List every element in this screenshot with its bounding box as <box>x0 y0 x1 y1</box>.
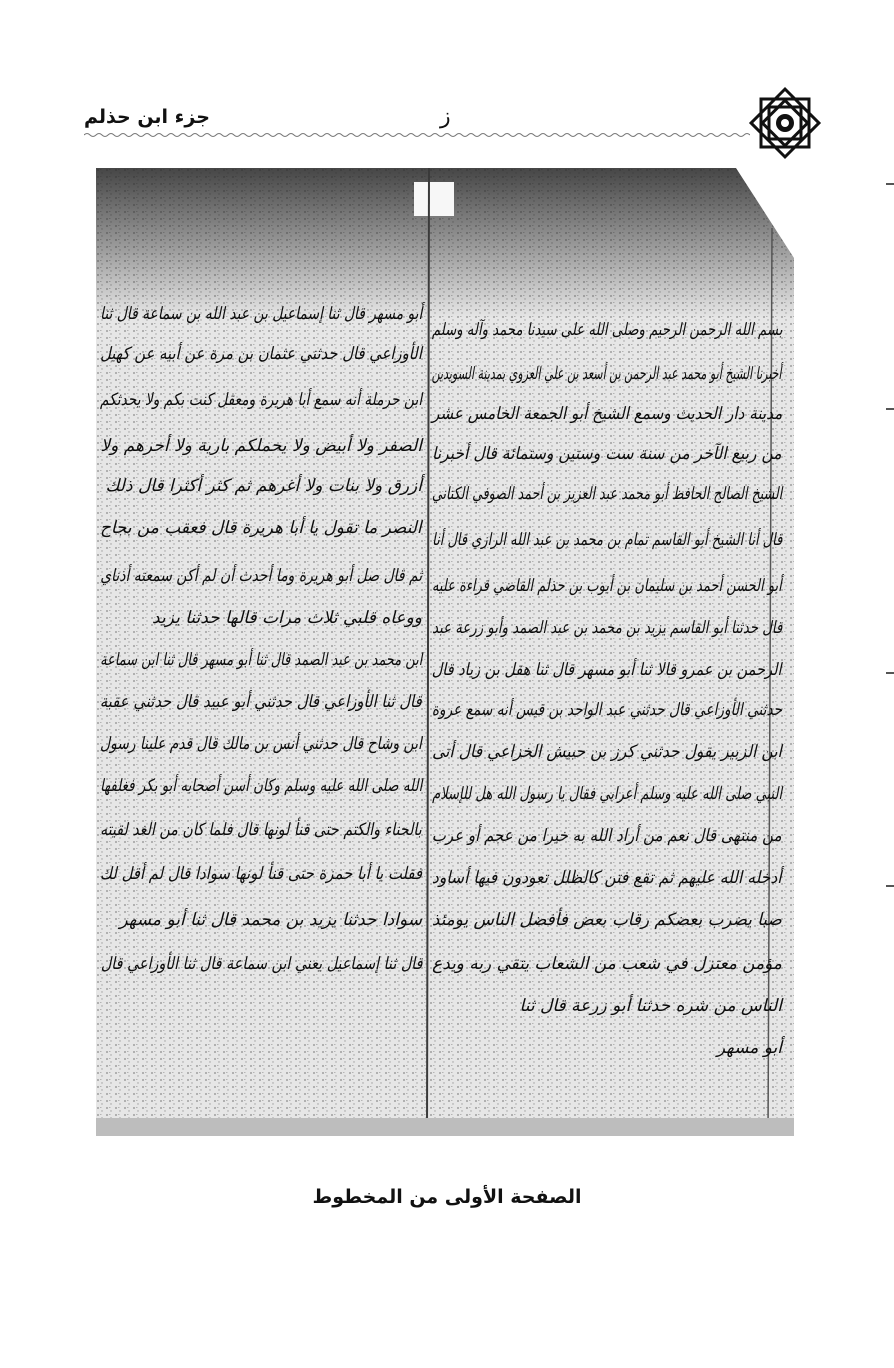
manuscript-line: الناس من شره حدثنا أبو زرعة قال ثنا <box>519 996 782 1016</box>
manuscript-line: أدخله الله عليهم ثم تقع فتن كالظلل تعودون فيها أساود <box>432 868 782 888</box>
manuscript-line: أبو مسهر <box>716 1038 782 1058</box>
manuscript-line: أزرق ولا بنات ولا أغرهم ثم كثر أكثرا قال ذلك <box>105 476 422 496</box>
figure-caption: الصفحة الأولى من المخطوط <box>312 1186 582 1208</box>
manuscript-line: أبو مسهر قال ثنا إسماعيل بن عبد الله بن سماعة قال ثنا <box>99 304 422 324</box>
manuscript-line: الشيخ الصالح الحافظ أبو محمد عبد العزيز بن أحمد الصوفي الكتاني <box>431 484 782 504</box>
manuscript-line: النصر ما تقول يا أبا هريرة قال فعقب من بجاح <box>100 518 422 538</box>
manuscript-scan <box>96 168 794 1136</box>
manuscript-line: الرحمن بن عمرو قالا ثنا أبو مسهر قال ثنا هقل بن زياد قال <box>432 660 782 680</box>
manuscript-right-column <box>432 168 782 1136</box>
manuscript-line: قال حدثنا أبو القاسم يزيد بن محمد بن عبد الصمد وأبو زرعة عبد <box>431 618 782 638</box>
manuscript-left-column <box>100 168 422 1136</box>
manuscript-line: ثم قال صل أبو هريرة وما أحدث أن لم أكن سمعته أذناي <box>100 566 422 586</box>
manuscript-line: صبا يضرب بعضكم رقاب بعض فأفضل الناس يومئذ <box>432 910 782 930</box>
manuscript-line: بسم الله الرحمن الرحيم وصلى الله على سيدنا محمد وآله وسلم <box>431 320 782 340</box>
page-header <box>0 80 894 160</box>
manuscript-line: فقلت يا أبا حمزة حتى قنأ لونها سوادا قال لم أقل لك <box>99 864 422 884</box>
manuscript-line: ووعاه قلبي ثلاث مرات قالها حدثنا يزيد <box>152 608 422 628</box>
manuscript-line: ابن حرملة أنه سمع أبا هريرة ومعقل كنت بكم ولا يحدثكم <box>99 390 422 410</box>
margin-mark <box>886 672 894 674</box>
octagram-ornament-icon <box>748 86 822 160</box>
page-number-letter: ز <box>440 104 451 129</box>
manuscript-line: ابن محمد بن عبد الصمد قال ثنا أبو مسهر قال ثنا ابن سماعة <box>99 650 422 670</box>
manuscript-line: قال ثنا الأوزاعي قال حدثني أبو عبيد قال حدثني عقبة <box>100 692 422 712</box>
margin-mark <box>886 183 894 185</box>
manuscript-line: بالحناء والكتم حتى قنأ لونها قال فلما كان من الغد لقيته <box>100 820 422 840</box>
manuscript-line: مدينة دار الحديث وسمع الشيخ أبو الجمعة الخامس عشر <box>431 404 782 424</box>
manuscript-line: من ربيع الآخر من سنة ست وستين وستمائة قال أخبرنا <box>432 444 782 464</box>
manuscript-line: الصفر ولا أبيض ولا يحملكم بارية ولا أحرهم ولا <box>100 436 422 456</box>
manuscript-line: الله صلى الله عليه وسلم وكان أسن أصحابه أبو بكر فغلفها <box>99 776 422 796</box>
margin-mark <box>886 885 894 887</box>
book-title: جزء ابن حذلم <box>84 106 210 128</box>
margin-mark <box>886 408 894 410</box>
header-wavy-rule <box>84 132 750 138</box>
manuscript-line: من منتهى قال نعم من أراد الله به خيرا من عجم أو عرب <box>432 826 782 846</box>
manuscript-line: مؤمن معتزل في شعب من الشعاب يتقي ربه ويدع <box>432 954 782 974</box>
manuscript-line: قال أنا الشيخ أبو القاسم تمام بن محمد بن عبد الله الرازي قال أنا <box>431 530 782 550</box>
manuscript-line: النبي صلى الله عليه وسلم أعرابي فقال يا رسول الله هل للإسلام <box>432 784 782 804</box>
manuscript-line: أخبرنا الشيخ أبو محمد عبد الرحمن بن أسعد بن علي العزوي بمدينة السويدين <box>432 364 782 384</box>
manuscript-line: الأوزاعي قال حدثني عثمان بن مرة عن أبيه عن كهيل <box>100 344 422 364</box>
manuscript-line: حدثني الأوزاعي قال حدثني عبد الواحد بن قيس أنه سمع عروة <box>431 700 782 720</box>
manuscript-line: ابن وشاح قال حدثني أنس بن مالك قال قدم علينا رسول <box>100 734 422 754</box>
manuscript-line: سوادا حدثنا يزيد بن محمد قال ثنا أبو مسهر <box>119 910 422 930</box>
manuscript-line: أبو الحسن أحمد بن سليمان بن أيوب بن حذلم القاضي قراءة عليه <box>432 576 782 596</box>
manuscript-line: قال ثنا إسماعيل يعني ابن سماعة قال ثنا الأوزاعي قال <box>100 954 422 974</box>
manuscript-line: ابن الزبير يقول حدثني كرز بن حبيش الخزاعي قال أتى <box>432 742 782 762</box>
